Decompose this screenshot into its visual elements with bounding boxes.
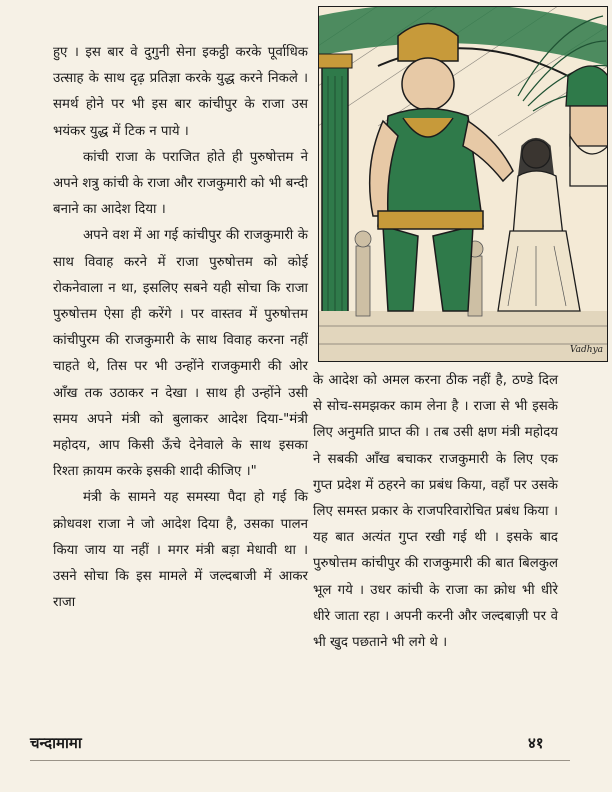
magazine-title: चन्दामामा bbox=[30, 734, 82, 752]
paragraph: के आदेश को अमल करना ठीक नहीं है, ठण्डे दिल से सोच-समझकर काम लेना है । राजा से भी इसके लिए अनुमति प्राप्त की । तब उसी क्षण मंत्री महोदय ने सबकी आँख बचाकर राजकुमारी के लिए एक गुप्त प्रदेश में ठहरने का प्रबंध किया, वहाँ पर उसके लिए समस्त प्रकार के राजपरिवारोचित प्रबंध किया । यह बात अत्यंत गुप्त रखी गई थी । इसके बाद पुरुषोत्तम कांचीपुर की राजकुमारी की बात बिलकुल भूल गये । उधर कांची के राजा का क्रोध भी धीरे धीरे जाता रहा । अपनी करनी और जल्दबाज़ी पर वे भी खुद पछताने भी लगे थे । bbox=[313, 373, 558, 651]
story-illustration bbox=[318, 6, 608, 362]
artist-signature: Vadhya bbox=[570, 345, 604, 355]
illustration-art bbox=[318, 6, 608, 362]
paragraph: हुए । इस बार वे दुगुनी सेना इकट्ठी करके पूर्वाधिक उत्साह के साथ दृढ़ प्रतिज्ञा करके युद्ध करने निकले । समर्थ होने पर भी इस बार कांचीपुर के राजा उस भयंकर युद्ध में टिक न पाये । bbox=[53, 45, 308, 139]
paragraph: अपने वश में आ गई कांचीपुर की राजकुमारी के साथ विवाह करने में राजा पुरुषोत्तम को कोई रोकनेवाला न था, इसलिए सबने यही सोचा कि राजा पुरुषोत्तम ऐसा ही करेंगे । पर वास्तव में पुरुषोत्तम कांचीपुरम की राजकुमारी के साथ विवाह करना नहीं चाहते थे, तिस पर भी उन्होंने राजकुमारी की ओर आँख तक उठाकर न देखा । साथ ही उन्होंने उसी समय अपने मंत्री को बुलाकर आदेश दिया-"मंत्री महोदय, आप किसी ऊँचे देनेवाले के साथ इसका रिश्ता क़ायम करके इसकी शादी कीजिए ।" bbox=[53, 228, 308, 480]
footer-divider bbox=[30, 760, 570, 761]
paragraph: मंत्री के सामने यह समस्या पैदा हो गई कि क्रोधवश राजा ने जो आदेश दिया है, उसका पालन किया जाय या नहीं । मगर मंत्री बड़ा मेधावी था । उसने सोचा कि इस मामले में जल्दबाजी में आकर राजा bbox=[53, 490, 308, 611]
page-number: ४१ bbox=[528, 734, 544, 752]
paragraph: कांची राजा के पराजित होते ही पुरुषोत्तम ने अपने शत्रु कांची के राजा और राजकुमारी को भी बन्दी बनाने का आदेश दिया । bbox=[53, 149, 308, 218]
right-text-column bbox=[313, 368, 558, 656]
left-text-column bbox=[53, 40, 308, 616]
